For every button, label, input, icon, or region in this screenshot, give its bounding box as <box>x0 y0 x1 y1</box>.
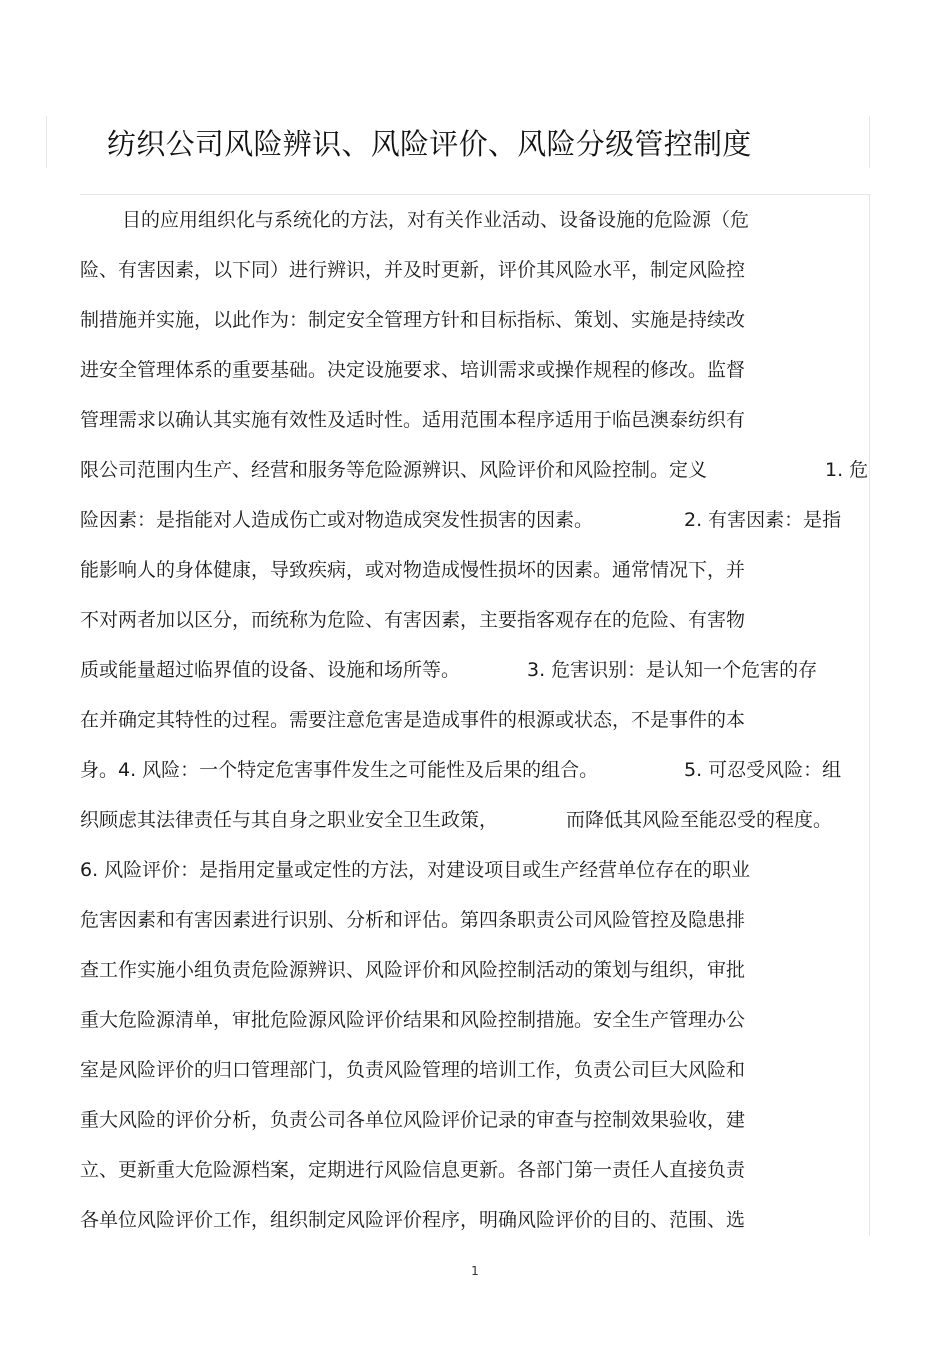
text-line-19: 重大风险的评价分析，负责公司各单位风险评价记录的审查与控制效果验收，建 <box>80 1109 746 1131</box>
text-line-17: 重大危险源清单，审批危险源风险评价结果和风险控制措施。安全生产管理办公 <box>80 1009 746 1031</box>
text-line-5: 管理需求以确认其实施有效性及适时性。适用范围本程序适用于临邑澳泰纺织有 <box>80 409 746 431</box>
page-number: 1 <box>471 1264 479 1278</box>
title-divider-left <box>46 116 47 168</box>
document-title: 纺织公司风险辨识、风险评价、风险分级管控制度 <box>107 127 752 161</box>
title-divider-right <box>869 116 870 168</box>
text-line-8: 能影响人的身体健康，导致疾病，或对物造成慢性损坏的因素。通常情况下，并 <box>80 559 746 581</box>
text-line-21: 各单位风险评价工作，组织制定风险评价程序，明确风险评价的目的、范围、选 <box>80 1209 746 1231</box>
text-line-13: 织顾虑其法律责任与其自身之职业安全卫生政策， 而降低其风险至能忍受的程度。 <box>80 809 833 831</box>
text-line-4: 进安全管理体系的重要基础。决定设施要求、培训需求或操作规程的修改。监督 <box>80 359 746 381</box>
text-line-16: 查工作实施小组负责危险源辨识、风险评价和风险控制活动的策划与组织，审批 <box>80 959 746 981</box>
text-line-7: 险因素：是指能对人造成伤亡或对物造成突发性损害的因素。 2. 有害因素：是指 <box>80 509 842 531</box>
text-line-11: 在并确定其特性的过程。需要注意危害是造成事件的根源或状态，不是事件的本 <box>80 709 746 731</box>
text-line-2: 险、有害因素，以下同）进行辨识，并及时更新，评价其风险水平，制定风险控 <box>80 259 746 281</box>
text-line-20: 立、更新重大危险源档案，定期进行风险信息更新。各部门第一责任人直接负责 <box>80 1159 746 1181</box>
document-body <box>80 195 870 1245</box>
text-line-1: 目的应用组织化与系统化的方法，对有关作业活动、设备设施的危险源（危 <box>122 209 750 231</box>
text-line-12: 身。4. 风险：一个特定危害事件发生之可能性及后果的组合。 5. 可忍受风险：组 <box>80 759 842 781</box>
text-line-15: 危害因素和有害因素进行识别、分析和评估。第四条职责公司风险管控及隐患排 <box>80 909 746 931</box>
text-line-9: 不对两者加以区分，而统称为危险、有害因素，主要指客观存在的危险、有害物 <box>80 609 746 631</box>
text-line-10: 质或能量超过临界值的设备、设施和场所等。 3. 危害识别：是认知一个危害的存 <box>80 659 818 681</box>
text-line-3: 制措施并实施，以此作为：制定安全管理方针和目标指标、策划、实施是持续改 <box>80 309 746 331</box>
text-line-14: 6. 风险评价：是指用定量或定性的方法，对建设项目或生产经营单位存在的职业 <box>80 859 751 881</box>
text-line-6: 限公司范围内生产、经营和服务等危险源辨识、风险评价和风险控制。定义 1. 危 <box>80 459 869 481</box>
text-line-18: 室是风险评价的归口管理部门，负责风险管理的培训工作，负责公司巨大风险和 <box>80 1059 746 1081</box>
